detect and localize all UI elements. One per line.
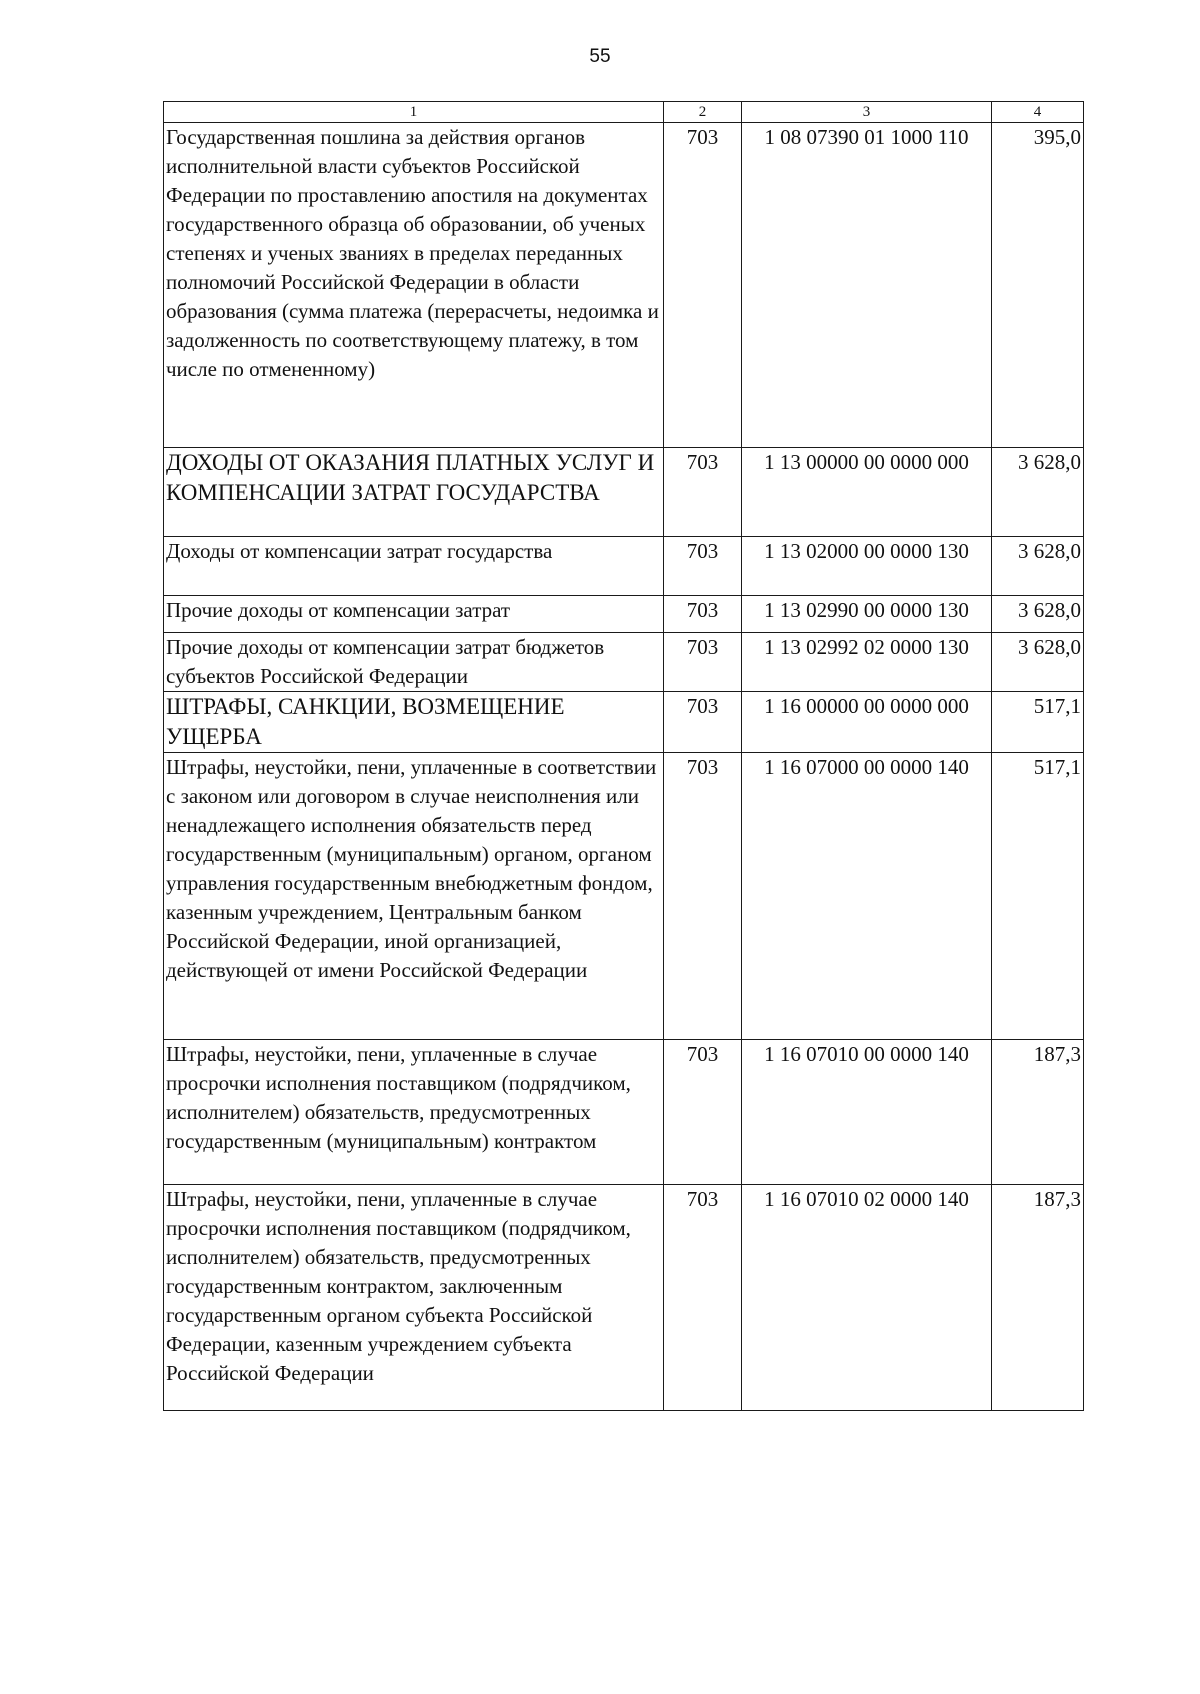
row-name: ДОХОДЫ ОТ ОКАЗАНИЯ ПЛАТНЫХ УСЛУГ И КОМПЕНСАЦИИ ЗАТРАТ ГОСУДАРСТВА [164, 448, 664, 537]
row-budget-code: 1 16 07000 00 0000 140 [742, 753, 992, 1040]
table-row [164, 692, 1084, 753]
column-number-row [164, 102, 1084, 123]
row-admin-code: 703 [664, 1040, 742, 1185]
table-row [164, 1185, 1084, 1411]
row-admin-code: 703 [664, 596, 742, 633]
row-budget-code: 1 16 07010 00 0000 140 [742, 1040, 992, 1185]
table-row [164, 1040, 1084, 1185]
row-budget-code: 1 08 07390 01 1000 110 [742, 123, 992, 448]
row-amount: 3 628,0 [992, 596, 1084, 633]
table-row [164, 596, 1084, 633]
row-admin-code: 703 [664, 537, 742, 596]
row-amount: 3 628,0 [992, 633, 1084, 692]
row-name: Государственная пошлина за действия органов исполнительной власти субъектов Российской Федерации по проставлению апостиля на документах государственного образца об образовании, об ученых степенях и ученых званиях в пределах переданных полномочий Российской Федерации в области образования (сумма платежа (перерасчеты, недоимка и задолженность по соответствующему платежу, в том числе по отмененному) [164, 123, 664, 448]
row-amount: 3 628,0 [992, 448, 1084, 537]
row-name: Штрафы, неустойки, пени, уплаченные в случае просрочки исполнения поставщиком (подрядчиком, исполнителем) обязательств, предусмотренных государственным контрактом, заключенным государственным органом субъекта Российской Федерации, казенным учреждением субъекта Российской Федерации [164, 1185, 664, 1411]
row-admin-code: 703 [664, 123, 742, 448]
row-budget-code: 1 13 02000 00 0000 130 [742, 537, 992, 596]
row-name: Прочие доходы от компенсации затрат [164, 596, 664, 633]
row-name: Штрафы, неустойки, пени, уплаченные в соответствии с законом или договором в случае неисполнения или ненадлежащего исполнения обязательств перед государственным (муниципальным) органом, органом управления государственным внебюджетным фондом, казенным учреждением, Центральным банком Российской Федерации, иной организацией, действующей от имени Российской Федерации [164, 753, 664, 1040]
row-amount: 187,3 [992, 1040, 1084, 1185]
revenue-table [163, 101, 1084, 1411]
row-amount: 517,1 [992, 692, 1084, 753]
row-admin-code: 703 [664, 1185, 742, 1411]
row-budget-code: 1 16 00000 00 0000 000 [742, 692, 992, 753]
row-amount: 517,1 [992, 753, 1084, 1040]
row-budget-code: 1 16 07010 02 0000 140 [742, 1185, 992, 1411]
column-number: 3 [742, 102, 992, 123]
table-row [164, 448, 1084, 537]
column-number: 1 [164, 102, 664, 123]
row-amount: 395,0 [992, 123, 1084, 448]
row-budget-code: 1 13 02992 02 0000 130 [742, 633, 992, 692]
row-name: Прочие доходы от компенсации затрат бюджетов субъектов Российской Федерации [164, 633, 664, 692]
row-budget-code: 1 13 00000 00 0000 000 [742, 448, 992, 537]
table-row [164, 753, 1084, 1040]
row-admin-code: 703 [664, 633, 742, 692]
table-row [164, 123, 1084, 448]
row-name: Доходы от компенсации затрат государства [164, 537, 664, 596]
row-admin-code: 703 [664, 753, 742, 1040]
row-name: Штрафы, неустойки, пени, уплаченные в случае просрочки исполнения поставщиком (подрядчиком, исполнителем) обязательств, предусмотренных государственным (муниципальным) контрактом [164, 1040, 664, 1185]
page-number: 55 [589, 46, 611, 67]
column-number: 4 [992, 102, 1084, 123]
row-amount: 3 628,0 [992, 537, 1084, 596]
column-number: 2 [664, 102, 742, 123]
row-budget-code: 1 13 02990 00 0000 130 [742, 596, 992, 633]
row-admin-code: 703 [664, 692, 742, 753]
table-row [164, 537, 1084, 596]
table-row [164, 633, 1084, 692]
row-name: ШТРАФЫ, САНКЦИИ, ВОЗМЕЩЕНИЕ УЩЕРБА [164, 692, 664, 753]
row-admin-code: 703 [664, 448, 742, 537]
row-amount: 187,3 [992, 1185, 1084, 1411]
